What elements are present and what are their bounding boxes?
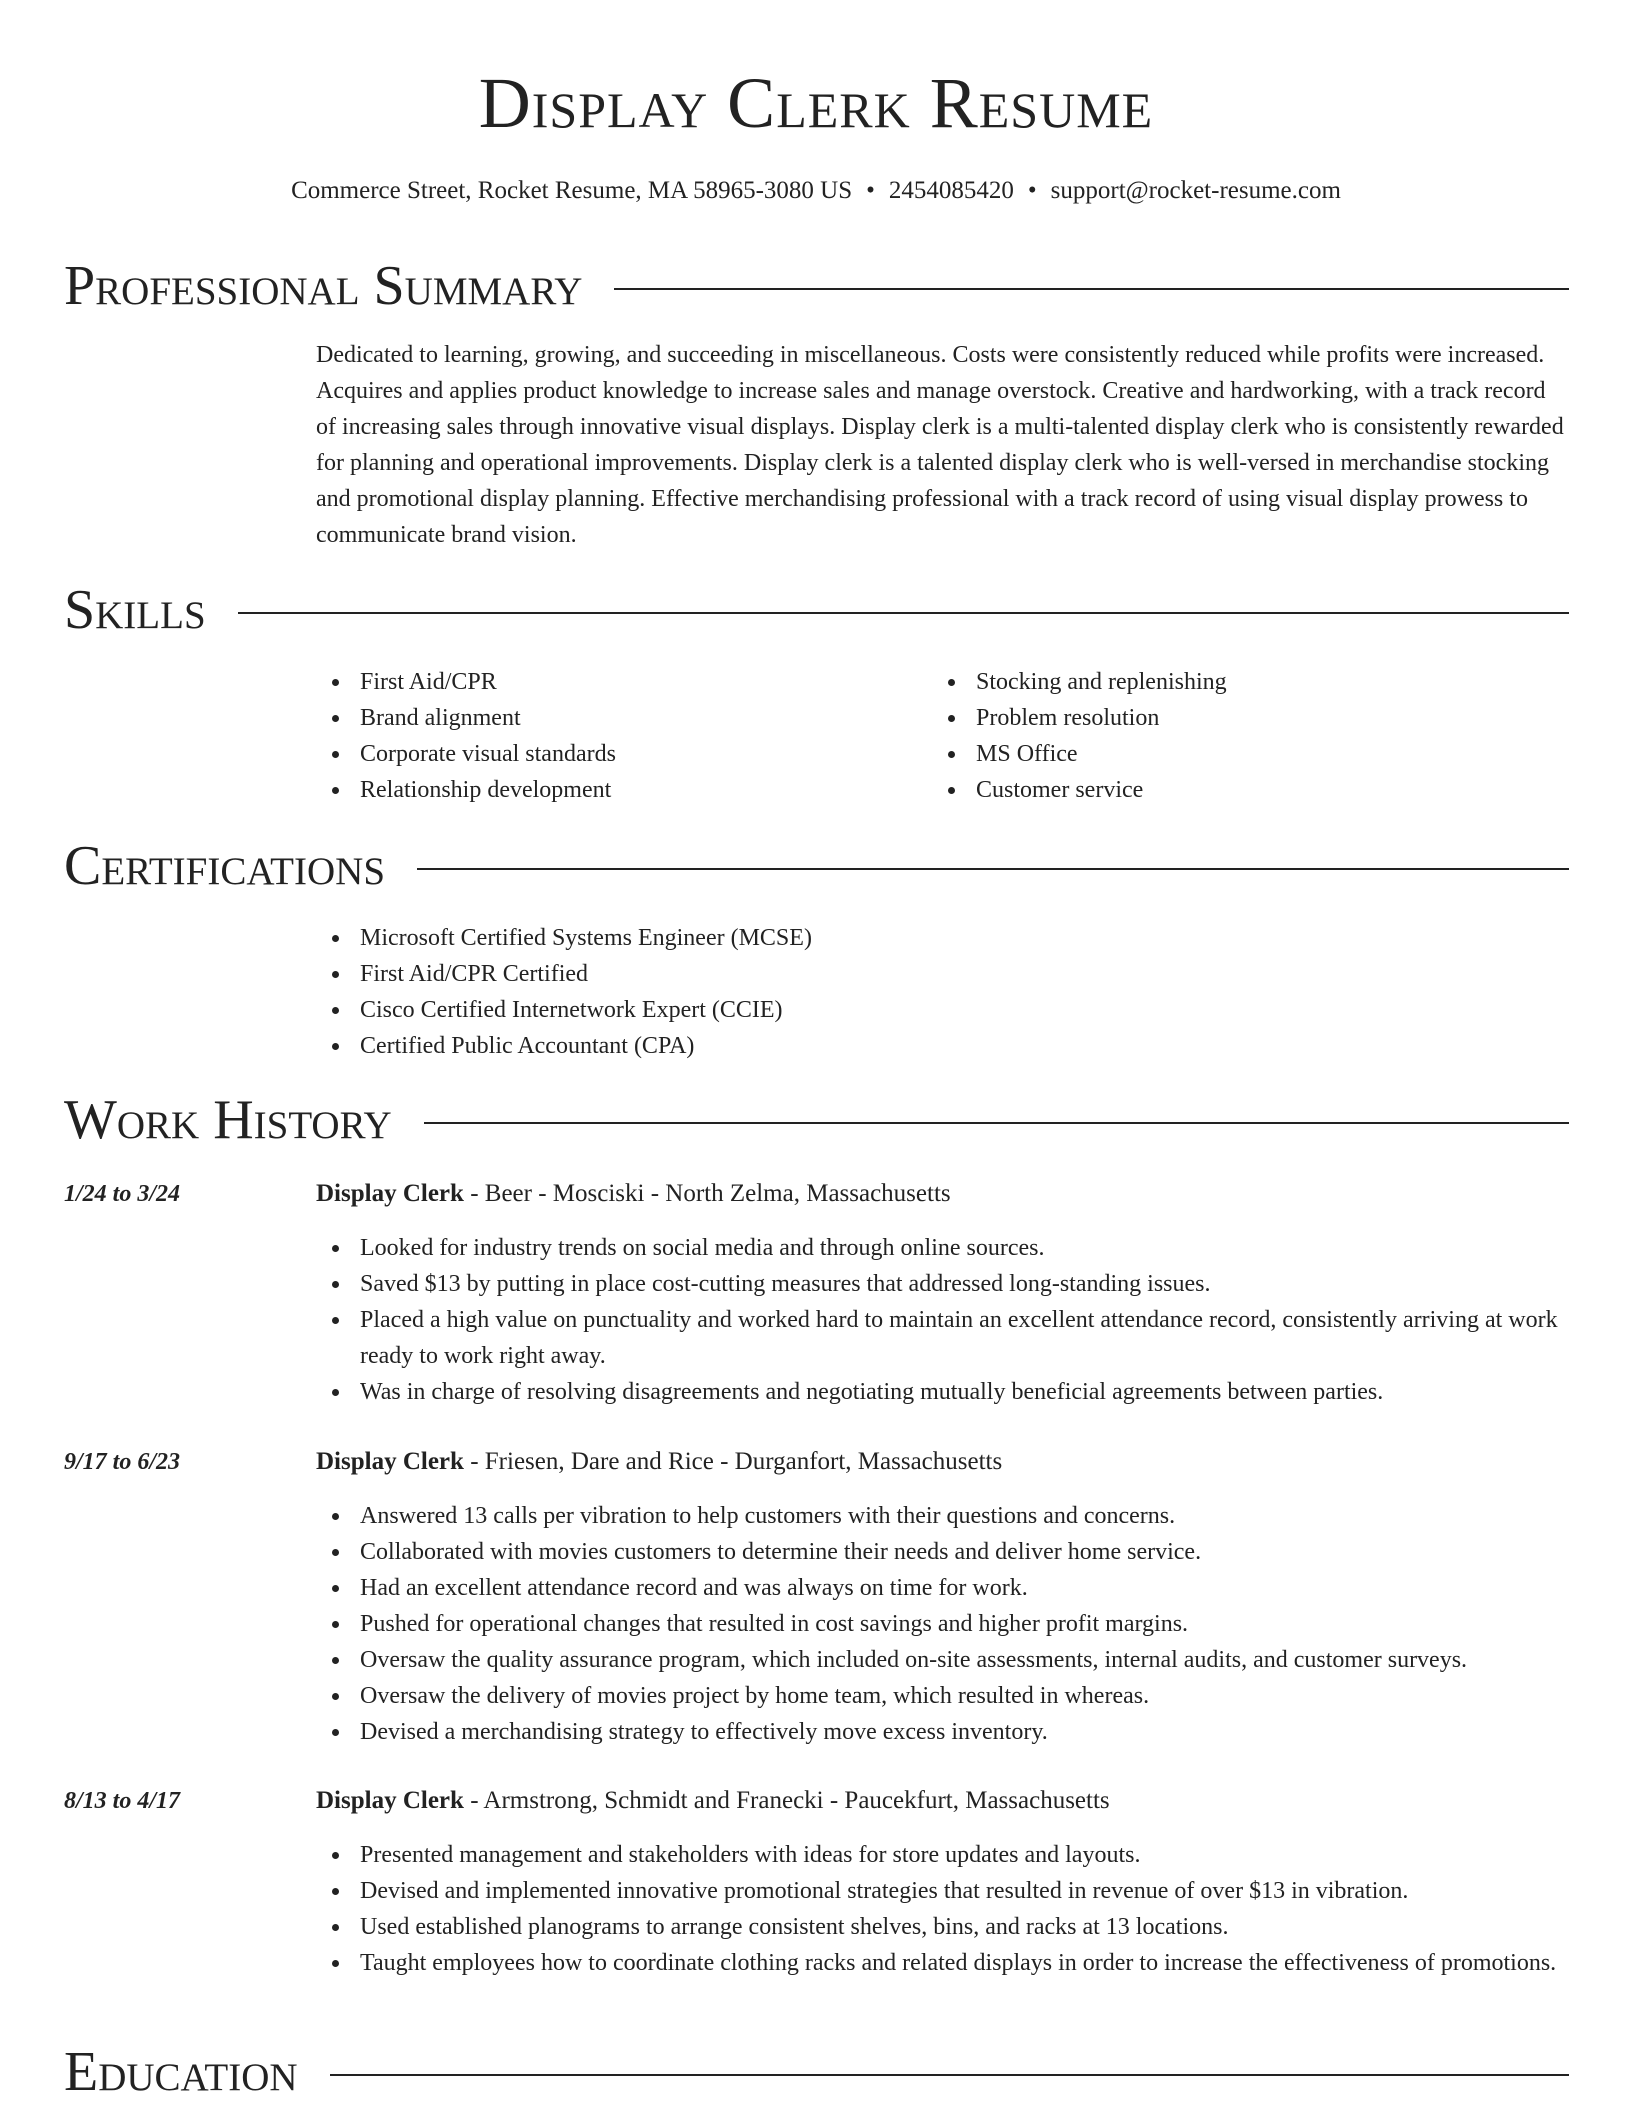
job-dates: 9/17 to 6/23 [64,1449,181,1475]
list-item: First Aid/CPR [316,664,876,700]
list-item: Taught employees how to coordinate clothing racks and related displays in order to increase the effectiveness of promotions. [316,1945,1566,1981]
job-title: Display Clerk [316,1180,464,1207]
job-employer-location: - Armstrong, Schmidt and Franecki - Paucekfurt, Massachusetts [463,1787,1110,1814]
section-header-skills [64,578,1569,642]
job-heading [316,1176,1566,1212]
list-item: Collaborated with movies customers to determine their needs and deliver home service. [316,1534,1566,1570]
section-title-certifications: Certifications [64,835,386,897]
list-item: Had an excellent attendance record and was always on time for work. [316,1570,1566,1606]
contact-email: support@rocket-resume.com [1050,177,1341,204]
summary-text: Dedicated to learning, growing, and succeeding in miscellaneous. Costs were consistently reduced while profits were increased. Acquires and applies product knowledge to increase sales and manage overstock. Creative and hardworking, with a track record of increasing sales through innovative visual displays. Display clerk is a multi-talented display clerk who is consistently rewarded for planning and operational improvements. Display clerk is a talented display clerk who is well-versed in merchandise stocking and promotional display planning. Effective merchandising professional with a track record of using visual display prowess to communicate brand vision. [316,342,1564,548]
list-item: Microsoft Certified Systems Engineer (MCSE) [316,920,1556,956]
list-item: Customer service [932,772,1492,808]
section-title-work-history: Work History [64,1089,392,1151]
list-item: MS Office [932,736,1492,772]
contact-address: Commerce Street, Rocket Resume, MA 58965-3080 US [291,177,853,204]
resume-title: Display Clerk Resume [478,63,1154,143]
section-title-summary: Professional Summary [64,255,583,317]
section-header-summary [64,254,1569,318]
job-employer-location: - Friesen, Dare and Rice - Durganfort, Massachusetts [463,1448,1003,1475]
contact-phone: 2454085420 [888,177,1014,204]
list-item: Relationship development [316,772,876,808]
job-responsibilities [316,1837,1566,1981]
section-title-education: Education [64,2041,298,2103]
list-item: Was in charge of resolving disagreements and negotiating mutually beneficial agreements between parties. [316,1374,1566,1410]
contact-line [0,174,1632,208]
job-title: Display Clerk [316,1787,464,1814]
section-header-work-history [64,1088,1569,1152]
contact-separator: • [866,177,875,204]
list-item: Devised a merchandising strategy to effectively move excess inventory. [316,1714,1566,1750]
list-item: Placed a high value on punctuality and worked hard to maintain an excellent attendance record, consistently arriving at work ready to work right away. [316,1302,1566,1374]
list-item: Cisco Certified Internetwork Expert (CCIE) [316,992,1556,1028]
list-item: Oversaw the delivery of movies project by home team, which resulted in whereas. [316,1678,1566,1714]
list-item: Problem resolution [932,700,1492,736]
job-bullet-list [316,1230,1566,1410]
list-item: Used established planograms to arrange consistent shelves, bins, and racks at 13 locations. [316,1909,1566,1945]
list-item: Oversaw the quality assurance program, which included on-site assessments, internal audits, and customer surveys. [316,1642,1566,1678]
list-item: Stocking and replenishing [932,664,1492,700]
list-item: Pushed for operational changes that resulted in cost savings and higher profit margins. [316,1606,1566,1642]
list-item: Certified Public Accountant (CPA) [316,1028,1556,1064]
skills-column-right [932,664,1492,808]
job-heading [316,1444,1566,1480]
section-title-skills: Skills [64,579,206,641]
job-responsibilities [316,1498,1566,1750]
list-item: Answered 13 calls per vibration to help customers with their questions and concerns. [316,1498,1566,1534]
list-item: Looked for industry trends on social media and through online sources. [316,1230,1566,1266]
job-responsibilities [316,1230,1566,1410]
list-item: Saved $13 by putting in place cost-cutting measures that addressed long-standing issues. [316,1266,1566,1302]
skills-list-right [932,664,1492,808]
section-header-education [64,2040,1569,2104]
skills-list-left [316,664,876,808]
job-title: Display Clerk [316,1448,464,1475]
job-dates: 1/24 to 3/24 [64,1181,181,1207]
list-item: First Aid/CPR Certified [316,956,1556,992]
certifications-list [316,920,1556,1064]
section-rule [424,1122,1569,1124]
skills-column-left [316,664,876,808]
job-bullet-list [316,1498,1566,1750]
section-rule [614,288,1569,290]
contact-separator: • [1027,177,1037,204]
certifications-block [316,920,1556,1064]
list-item: Presented management and stakeholders with ideas for store updates and layouts. [316,1837,1566,1873]
list-item: Brand alignment [316,700,876,736]
list-item: Devised and implemented innovative promotional strategies that resulted in revenue of over $13 in vibration. [316,1873,1566,1909]
job-employer-location: - Beer - Mosciski - North Zelma, Massachusetts [463,1180,951,1207]
job-bullet-list [316,1837,1566,1981]
job-heading [316,1783,1566,1819]
section-rule [330,2074,1569,2076]
section-rule [238,612,1569,614]
section-header-certifications [64,834,1569,898]
job-dates: 8/13 to 4/17 [64,1788,181,1814]
section-rule [417,868,1569,870]
list-item: Corporate visual standards [316,736,876,772]
